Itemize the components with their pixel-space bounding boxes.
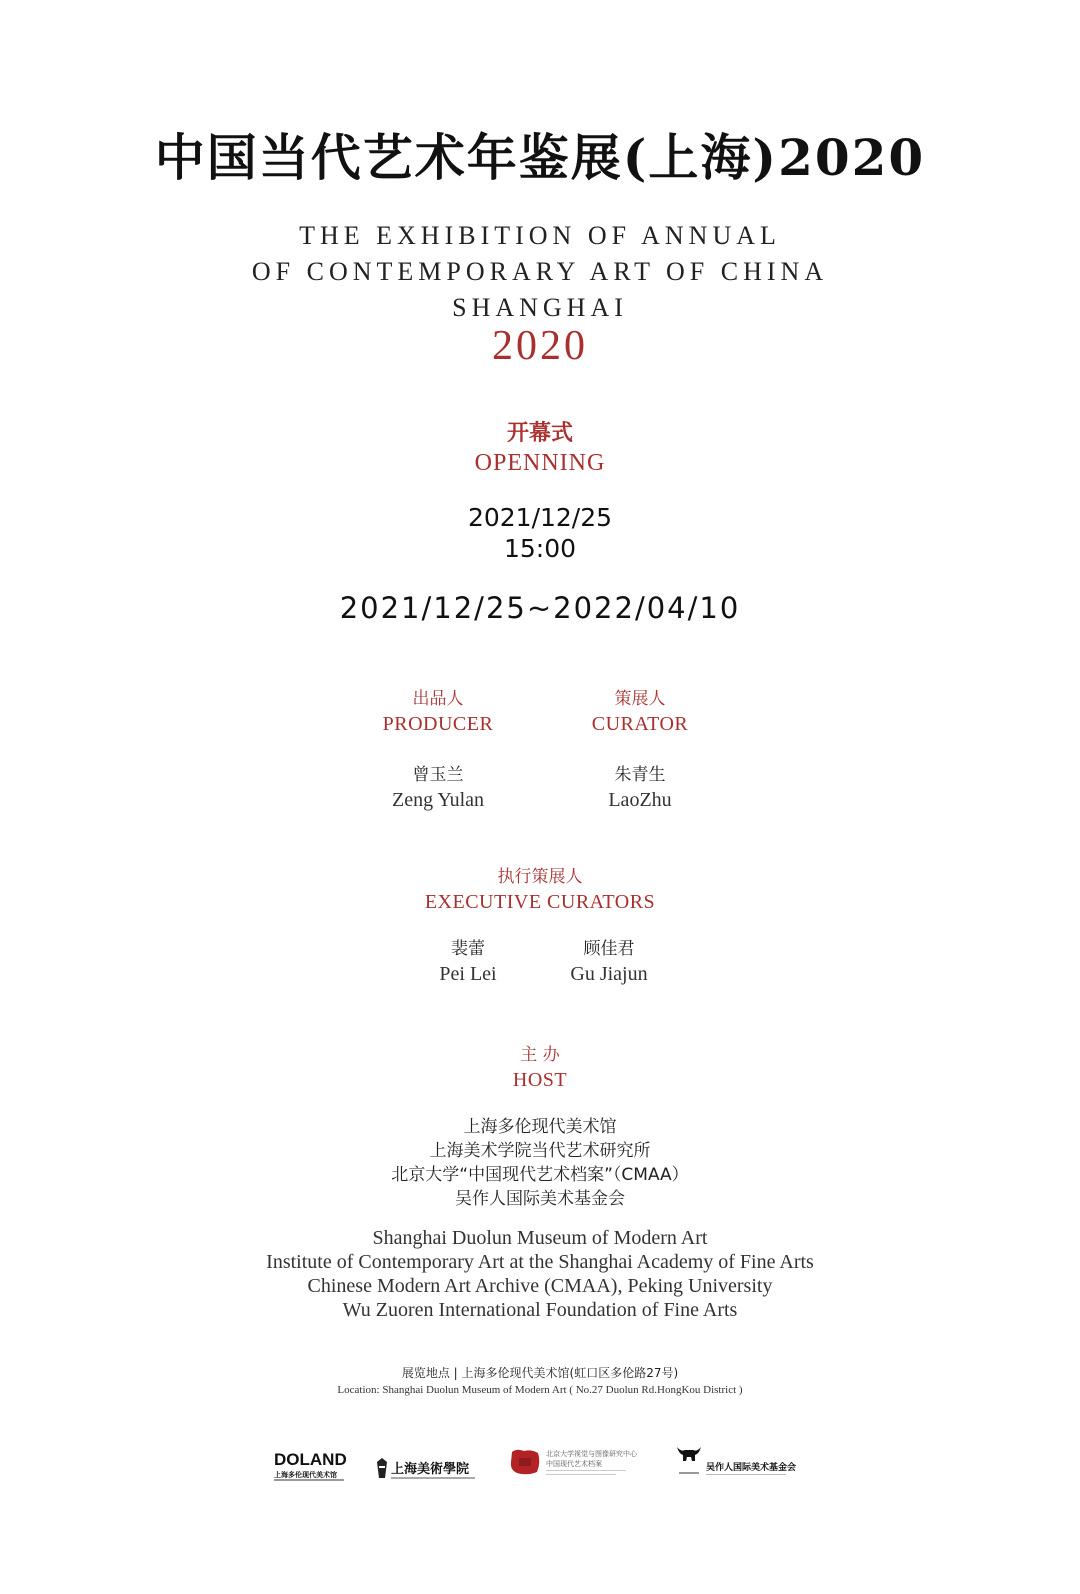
doland-logo xyxy=(274,1444,346,1484)
host-label-cn: 主 办 xyxy=(520,1045,560,1065)
exhibition-date-range: 2021/12/25~2022/04/10 xyxy=(339,591,741,625)
title-english-line-1: THE EXHIBITION OF ANNUAL xyxy=(299,221,781,250)
executive-curators-label-en: EXECUTIVE CURATORS xyxy=(424,891,656,913)
title-english xyxy=(0,218,1080,326)
host-list-cn xyxy=(0,1115,1080,1211)
opening-time: 15:00 xyxy=(503,534,577,563)
title-english-line-3: SHANGHAI xyxy=(452,293,628,322)
pku-logo-line-2: 中国现代艺术档案 xyxy=(546,1460,602,1468)
location-cn: 展览地点 | 上海多伦现代美术馆(虹口区多伦路27号) xyxy=(401,1366,679,1380)
opening-label-en: OPENNING xyxy=(474,450,606,476)
doland-logo-subtext: 上海多伦现代美术馆 xyxy=(274,1471,337,1479)
host-heading xyxy=(0,1043,1080,1093)
curator-block xyxy=(510,687,770,813)
opening-datetime xyxy=(0,502,1080,564)
yak-logo-rule xyxy=(679,1472,699,1474)
host-en-line: Shanghai Duolun Museum of Modern Art xyxy=(372,1227,708,1249)
shanghai-academy-logo-text: 上海美術學院 xyxy=(391,1462,470,1477)
producer-name-en: Zeng Yulan xyxy=(391,789,484,811)
academy-emblem-icon xyxy=(376,1458,388,1478)
producer-name-cn: 曾玉兰 xyxy=(412,765,464,785)
pku-cmaa-logo xyxy=(509,1444,644,1484)
location-en: Location: Shanghai Duolun Museum of Modern Art ( No.27 Duolun Rd.HongKou District ) xyxy=(337,1384,743,1396)
pku-logo-rule-2 xyxy=(546,1474,616,1475)
doland-logo-text: DOLAND xyxy=(274,1450,347,1469)
doland-logo-rule xyxy=(274,1479,344,1481)
executive-curator-2 xyxy=(479,937,739,987)
wuzuoren-logo-rule xyxy=(706,1474,786,1475)
host-cn-line: 上海美术学院当代艺术研究所 xyxy=(429,1141,651,1161)
curator-name-en: LaoZhu xyxy=(608,789,672,811)
curator-name-cn: 朱青生 xyxy=(614,765,666,785)
yak-emblem-icon xyxy=(675,1444,703,1466)
host-cn-line: 吴作人国际美术基金会 xyxy=(455,1189,625,1209)
pku-logo-rule-1 xyxy=(546,1470,626,1471)
executive-curators-label-cn: 执行策展人 xyxy=(497,867,583,887)
academy-logo-rule xyxy=(391,1477,475,1479)
host-label-en: HOST xyxy=(512,1069,568,1091)
host-en-line: Institute of Contemporary Art at the Shanghai Academy of Fine Arts xyxy=(266,1251,814,1273)
shanghai-academy-logo xyxy=(376,1444,476,1484)
host-en-line: Chinese Modern Art Archive (CMAA), Peking University xyxy=(307,1275,773,1297)
wuzuoren-foundation-logo xyxy=(675,1444,797,1484)
host-cn-line: 北京大学“中国现代艺术档案”（CMAA） xyxy=(391,1165,689,1185)
opening-date: 2021/12/25 xyxy=(467,503,613,532)
wuzuoren-logo-text: 吴作人国际美术基金会 xyxy=(706,1463,797,1473)
host-en-line: Wu Zuoren International Foundation of Fine Arts xyxy=(342,1299,738,1321)
title-chinese: 中国当代艺术年鉴展(上海)2020 xyxy=(154,128,926,187)
pku-logo-line-1: 北京大学视觉与图像研究中心 xyxy=(546,1450,637,1458)
executive-curator-name-cn: 顾佳君 xyxy=(583,939,635,959)
producer-label-cn: 出品人 xyxy=(412,689,464,709)
host-cn-line: 上海多伦现代美术馆 xyxy=(463,1117,617,1137)
executive-curators-heading xyxy=(0,865,1080,915)
cmaa-seal-icon xyxy=(509,1448,541,1476)
sponsor-logos xyxy=(0,1444,1080,1484)
producer-label-en: PRODUCER xyxy=(382,713,494,735)
curator-label-cn: 策展人 xyxy=(614,689,666,709)
title-english-line-2: OF CONTEMPORARY ART OF CHINA xyxy=(251,257,829,286)
executive-curator-name-cn: 裴蕾 xyxy=(451,939,485,959)
title-year: 2020 xyxy=(492,323,588,369)
executive-curator-name-en: Gu Jiajun xyxy=(570,963,648,985)
opening-label-cn: 开幕式 xyxy=(506,421,573,446)
executive-curator-name-en: Pei Lei xyxy=(439,963,497,985)
host-list-en xyxy=(0,1226,1080,1322)
curator-label-en: CURATOR xyxy=(591,713,689,735)
